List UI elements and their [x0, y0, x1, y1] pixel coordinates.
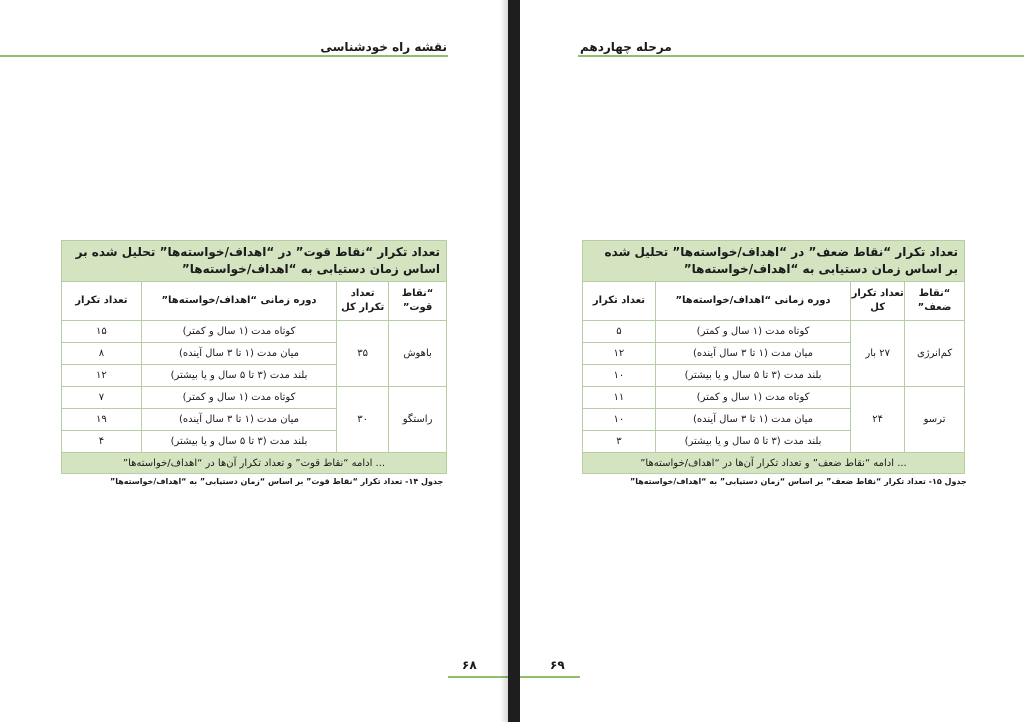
group-name: راستگو — [389, 387, 447, 453]
column-header-strengths: “نقاط قوت” — [389, 282, 447, 321]
column-header-count: تعداد تکرار — [583, 282, 656, 321]
group-total: ۳۵ — [337, 321, 389, 387]
footer-rule — [520, 676, 580, 678]
table-row — [62, 387, 447, 409]
table-footer-note: ... ادامه “نقاط قوت” و تعداد تکرار آن‌ها در “اهداف/خواسته‌ها” — [62, 453, 447, 474]
column-header-total: تعداد تکرار کل — [337, 282, 389, 321]
period-cell: بلند مدت (۳ تا ۵ سال و یا بیشتر) — [655, 365, 850, 387]
count-cell: ۱۲ — [583, 343, 656, 365]
table-title: تعداد تکرار “نقاط ضعف” در “اهداف/خواسته‌ها” تحلیل شده بر اساس زمان دستیابی به “اهداف/خواسته‌ها” — [583, 241, 965, 282]
page-number: ۶۸ — [462, 658, 477, 672]
group-total: ۲۴ — [851, 387, 905, 453]
count-cell: ۱۲ — [62, 365, 142, 387]
column-header-period: دوره زمانی “اهداف/خواسته‌ها” — [141, 282, 336, 321]
count-cell: ۳ — [583, 431, 656, 453]
group-name: ترسو — [905, 387, 965, 453]
page-header-title: نقشه راه خودشناسی — [320, 40, 447, 54]
header-rule — [0, 55, 448, 57]
period-cell: کوتاه مدت (۱ سال و کمتر) — [655, 321, 850, 343]
gutter-shadow — [500, 0, 508, 722]
period-cell: کوتاه مدت (۱ سال و کمتر) — [141, 321, 336, 343]
count-cell: ۱۰ — [583, 409, 656, 431]
column-header-weaknesses: “نقاط ضعف” — [905, 282, 965, 321]
table-title: تعداد تکرار “نقاط قوت” در “اهداف/خواسته‌ها” تحلیل شده بر اساس زمان دستیابی به “اهداف/خواسته‌ها” — [62, 241, 447, 282]
count-cell: ۱۹ — [62, 409, 142, 431]
right-page — [520, 0, 1024, 722]
group-name: کم‌انرژی — [905, 321, 965, 387]
count-cell: ۵ — [583, 321, 656, 343]
table-caption: جدول ۱۵- تعداد تکرار “نقاط ضعف” بر اساس “زمان دستیابی” به “اهداف/خواسته‌ها” — [630, 477, 967, 486]
period-cell: بلند مدت (۳ تا ۵ سال و یا بیشتر) — [655, 431, 850, 453]
table-row — [583, 387, 965, 409]
count-cell: ۱۵ — [62, 321, 142, 343]
period-cell: کوتاه مدت (۱ سال و کمتر) — [655, 387, 850, 409]
period-cell: بلند مدت (۳ تا ۵ سال و یا بیشتر) — [141, 431, 336, 453]
table-caption: جدول ۱۴- تعداد تکرار “نقاط قوت” بر اساس “زمان دستیابی” به “اهداف/خواسته‌ها” — [110, 477, 444, 486]
table-row — [583, 321, 965, 343]
footer-rule — [448, 676, 508, 678]
weaknesses-table — [582, 240, 965, 474]
strengths-table — [61, 240, 447, 474]
column-header-count: تعداد تکرار — [62, 282, 142, 321]
left-page — [0, 0, 508, 722]
count-cell: ۷ — [62, 387, 142, 409]
count-cell: ۸ — [62, 343, 142, 365]
period-cell: میان مدت (۱ تا ۳ سال آینده) — [141, 409, 336, 431]
period-cell: کوتاه مدت (۱ سال و کمتر) — [141, 387, 336, 409]
count-cell: ۱۱ — [583, 387, 656, 409]
count-cell: ۴ — [62, 431, 142, 453]
header-rule — [578, 55, 1024, 57]
period-cell: میان مدت (۱ تا ۳ سال آینده) — [655, 343, 850, 365]
period-cell: بلند مدت (۳ تا ۵ سال و یا بیشتر) — [141, 365, 336, 387]
group-total: ۳۰ — [337, 387, 389, 453]
period-cell: میان مدت (۱ تا ۳ سال آینده) — [141, 343, 336, 365]
page-number: ۶۹ — [550, 658, 565, 672]
table-row — [62, 321, 447, 343]
group-name: باهوش — [389, 321, 447, 387]
column-header-total: تعداد تکرار کل — [851, 282, 905, 321]
period-cell: میان مدت (۱ تا ۳ سال آینده) — [655, 409, 850, 431]
table-footer-note: ... ادامه “نقاط ضعف” و تعداد تکرار آن‌ها در “اهداف/خواسته‌ها” — [583, 453, 965, 474]
book-spine — [508, 0, 520, 722]
column-header-period: دوره زمانی “اهداف/خواسته‌ها” — [655, 282, 850, 321]
page-header-title: مرحله چهاردهم — [580, 40, 672, 54]
count-cell: ۱۰ — [583, 365, 656, 387]
group-total: ۲۷ بار — [851, 321, 905, 387]
